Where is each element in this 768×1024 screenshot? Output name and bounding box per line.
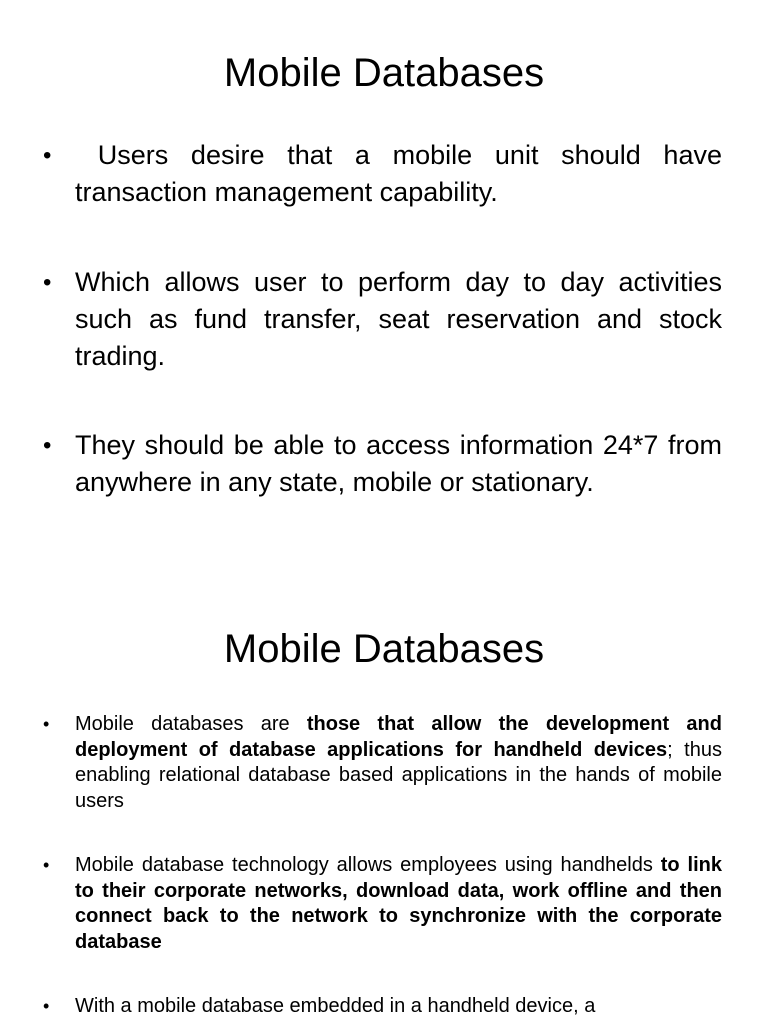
bullet-bold-text: to link to their corporate networks, download data, work offline and then connect back to the network to synchronize with the corporate database — [75, 854, 722, 953]
list-item — [43, 712, 722, 814]
slide-title: Mobile Databases — [223, 51, 545, 95]
bullet-text: With a mobile database embedded in a handheld device, a — [75, 995, 596, 1017]
list-item — [43, 137, 730, 211]
bullet-text: Mobile databases are — [75, 713, 307, 735]
slide-title: Mobile Databases — [223, 627, 545, 671]
list-item — [43, 853, 722, 955]
bullet-text: Mobile database technology allows employees using handhelds — [75, 854, 661, 876]
list-item — [43, 994, 722, 1020]
bullet-text: Which allows user to perform day to day activities such as fund transfer, seat reservation and stock trading. — [75, 267, 722, 371]
list-item — [43, 264, 722, 375]
bullet-bold-text: those that allow the development and deployment of database applications for handheld devices — [75, 713, 722, 761]
bullet-text: Users desire that a mobile unit should have transaction management capability. — [75, 140, 730, 207]
bullet-dot: • — [43, 996, 50, 1016]
bullet-dot: • — [43, 269, 52, 296]
list-item — [43, 427, 722, 501]
slide-2 — [0, 580, 768, 1024]
bullet-dot: • — [43, 142, 52, 169]
bullet-dot: • — [43, 714, 50, 734]
bullet-text: ; thus enabling relational database based applications in the hands of mobile users — [75, 738, 722, 812]
bullet-dot: • — [43, 855, 50, 875]
bullet-dot: • — [43, 432, 52, 459]
bullet-text: They should be able to access information 24*7 from anywhere in any state, mobile or stationary. — [75, 430, 722, 497]
